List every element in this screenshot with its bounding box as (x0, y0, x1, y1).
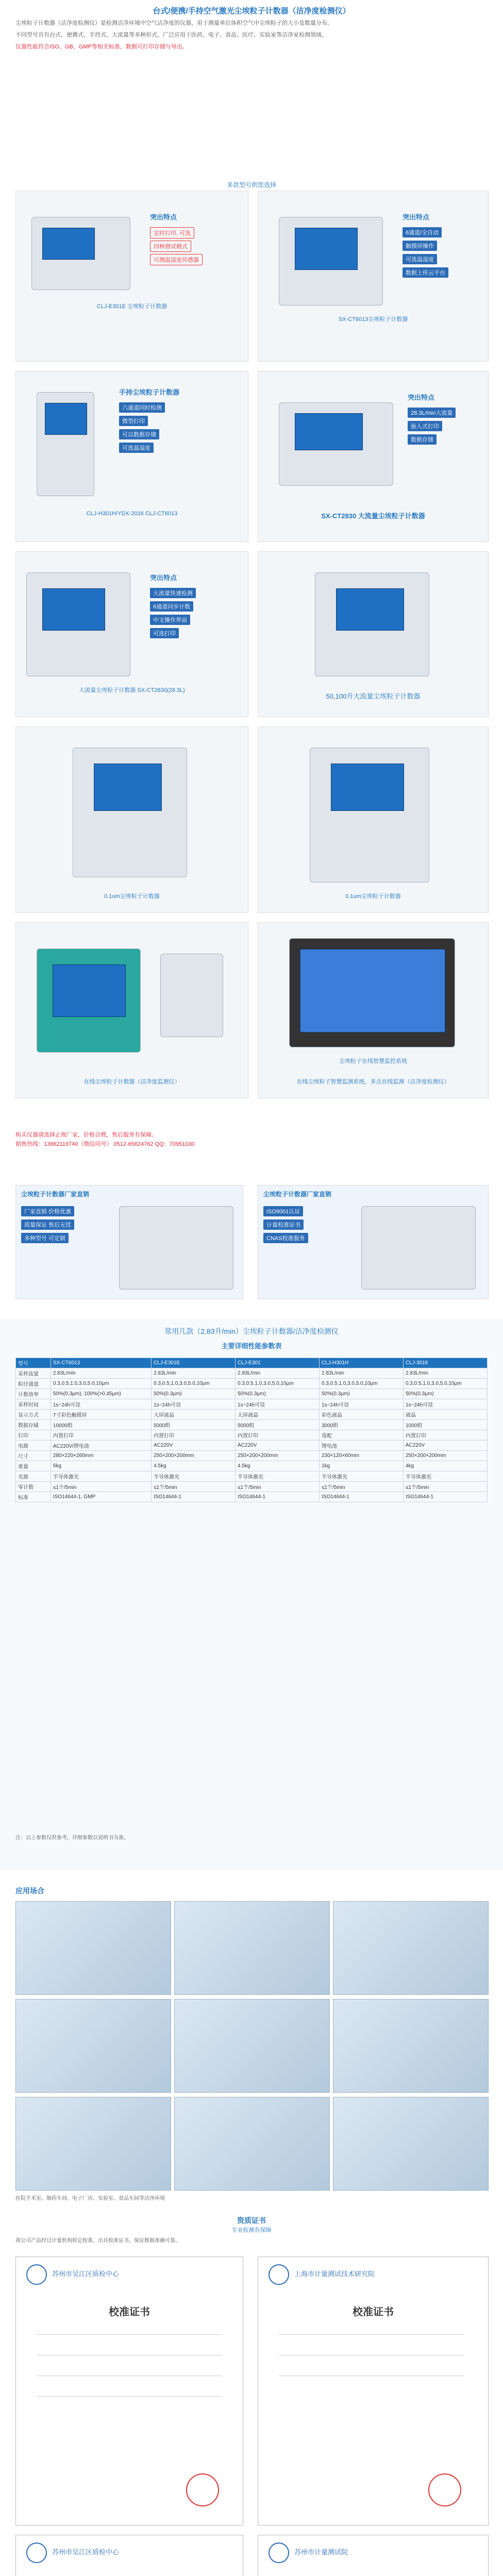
cert-org: 苏州市计量测试院 (294, 2548, 348, 2556)
org-logo-icon (269, 2264, 289, 2285)
spec-cell: 2.83L/min (403, 1368, 487, 1379)
device-image (289, 938, 455, 1047)
banner-right (258, 1185, 489, 1299)
feature-item: 可选打印 (150, 628, 179, 638)
certificate-card (15, 2535, 243, 2576)
feature-title: 手持尘埃粒子计数器 (119, 388, 180, 396)
spec-cell: 50%(0.3μm) (403, 1389, 487, 1399)
feature-item: 可选温湿度 (119, 443, 154, 453)
spec-row-label: 光源 (16, 1471, 51, 1482)
spec-cell: 250×200×200mm (152, 1451, 236, 1461)
feature-item: 微型打印 (119, 416, 148, 426)
certificate-card (258, 2535, 489, 2576)
feature-item: 数据存储 (408, 434, 437, 445)
seal-icon (428, 2473, 461, 2506)
spec-cell: 10000组 (51, 1420, 151, 1430)
cert-title: 校准证书 (353, 2307, 394, 2318)
intro-paragraph-3: 仪器性能符合ISO、GB、GMP等相关标准，数据可打印存储与导出。 (15, 44, 188, 50)
spec-heading: 常用几款（2.83升/min）尘埃粒子计数器/洁净度检测仪 (164, 1327, 339, 1335)
banner-section (0, 1185, 503, 1303)
spec-cell: 0.3,0.5,1.0,3.0,5.0,10μm (403, 1379, 487, 1389)
device-image (279, 217, 383, 306)
spec-cell: 5000组 (152, 1420, 236, 1430)
banner-left-item: 多种型号 可定制 (21, 1233, 69, 1243)
product-caption: SX-CT6013尘埃粒子计数器 (338, 316, 408, 323)
feature-item: 六通道同时检测 (119, 402, 165, 413)
spec-cell: ISO14644-1 (152, 1492, 236, 1502)
cert-org: 上海市计量测试技术研究院 (294, 2270, 375, 2278)
spec-row (16, 1461, 488, 1471)
spec-cell: ISO14644-1 (236, 1492, 320, 1502)
product-section-heading: 多款型号供您选择 (226, 181, 276, 189)
spec-cell: 内置打印 (51, 1430, 151, 1440)
product-card[interactable] (15, 551, 248, 717)
feature-item: 可选温湿度 (403, 254, 437, 264)
spec-row (16, 1410, 488, 1420)
spec-cell: ≤1个/5min (320, 1482, 404, 1492)
spec-cell: AC220V/锂电池 (51, 1440, 151, 1451)
spec-cell: 250×200×200mm (403, 1451, 487, 1461)
application-photo (15, 1901, 171, 1995)
certificate-card (258, 2257, 489, 2526)
spec-cell: 50%(0.3μm) (236, 1389, 320, 1399)
device-image (361, 1206, 476, 1290)
banner-left-title: 尘埃粒子计数器厂家直销 (21, 1191, 90, 1198)
cert-org: 苏州市吴江区质检中心 (52, 2548, 120, 2556)
page-title: 台式/便携/手持空气激光尘埃粒子计数器（洁净度检测仪） (153, 7, 350, 15)
spec-row (16, 1399, 488, 1410)
org-logo-icon (26, 2264, 47, 2285)
spec-cell: AC220V (236, 1440, 320, 1451)
spec-cell: 1s~24h可设 (320, 1399, 404, 1410)
spec-column-header: CLJ-E301E (152, 1358, 236, 1368)
application-photo (174, 1901, 330, 1995)
spec-cell: 锂电池 (320, 1440, 404, 1451)
spec-cell: 半导体激光 (152, 1471, 236, 1482)
spec-table (15, 1358, 488, 1502)
spec-cell: 250×200×200mm (236, 1451, 320, 1461)
device-image (37, 948, 141, 1053)
spec-row (16, 1420, 488, 1430)
applications-caption: 医院手术室、制药车间、电子厂房、实验室、食品车间等洁净环境 (15, 2196, 165, 2201)
spec-row (16, 1440, 488, 1451)
feature-item: 28.3L/min大流量 (408, 408, 456, 418)
feature-title: 突出特点 (408, 394, 435, 401)
spec-cell: 1s~24h可设 (403, 1399, 487, 1410)
banner-left (15, 1185, 243, 1299)
certificates-subheading: 专业检测有保障 (231, 2227, 272, 2233)
spec-section (0, 1319, 503, 1870)
spec-row (16, 1430, 488, 1440)
product-caption: 0.1um尘埃粒子计数器 (104, 893, 160, 900)
device-image (119, 1206, 233, 1290)
product-caption: 大流量尘埃粒子计数器 SX-CT2830(28.3L) (79, 687, 185, 693)
spec-row-label: 标准 (16, 1492, 51, 1502)
spec-cell: ISO14644-1, GMP (51, 1492, 151, 1502)
spec-cell: ISO14644-1 (320, 1492, 404, 1502)
product-section (0, 180, 503, 1123)
spec-cell: 5000组 (236, 1420, 320, 1430)
spec-cell: 半导体激光 (236, 1471, 320, 1482)
spec-cell: 半导体激光 (320, 1471, 404, 1482)
product-card[interactable] (15, 922, 248, 1098)
spec-row-label: 计数效率 (16, 1389, 51, 1399)
spec-row (16, 1482, 488, 1492)
application-photo (333, 1999, 489, 2093)
device-image (279, 402, 393, 486)
spec-cell: 280×220×260mm (51, 1451, 151, 1461)
spec-row-label: 数据存储 (16, 1420, 51, 1430)
spec-row-label: 尺寸 (16, 1451, 51, 1461)
spec-row-label: 电源 (16, 1440, 51, 1451)
spec-row (16, 1451, 488, 1461)
spec-cell: ISO14644-1 (403, 1492, 487, 1502)
spec-cell: 1s~24h可设 (236, 1399, 320, 1410)
banner-right-item: CNAS校准服务 (263, 1233, 308, 1243)
org-logo-icon (269, 2543, 289, 2563)
applications-heading: 应用场合 (15, 1887, 44, 1895)
application-photo (15, 1999, 171, 2093)
feature-item: 嵌入式打印 (408, 421, 442, 431)
certificates-desc: 我公司产品经过计量机构检定校准，出具校准证书，保证数据准确可靠。 (15, 2238, 180, 2244)
feature-title: 突出特点 (150, 213, 177, 221)
product-caption: 50,100升大流量尘埃粒子计数器 (326, 692, 421, 700)
device-image (31, 217, 130, 290)
contact-line-1: 购买仪器请选择正规厂家，价格合理，售后服务有保障。 (15, 1132, 157, 1138)
spec-cell: ≤1个/5min (152, 1482, 236, 1492)
feature-item: 数据上传云平台 (403, 267, 448, 278)
device-image (160, 954, 223, 1037)
spec-cell: 0.3,0.5,1.0,3.0,5.0,10μm (152, 1379, 236, 1389)
spec-column-header: CLJ-H301H (320, 1358, 404, 1368)
application-photo (333, 1901, 489, 1995)
spec-cell: AC220V (403, 1440, 487, 1451)
device-image (26, 572, 130, 676)
product-card[interactable] (258, 371, 489, 542)
spec-cell: 0.3,0.5,1.0,3.0,5.0,10μm (320, 1379, 404, 1389)
cert-org: 苏州市吴江区质检中心 (52, 2270, 120, 2278)
spec-cell: 液晶 (403, 1410, 487, 1420)
feature-item: 可以数据存储 (119, 429, 159, 439)
feature-item: 6通道同步计数 (150, 601, 193, 612)
feature-title: 突出特点 (150, 574, 177, 582)
spec-cell: ≤1个/5min (236, 1482, 320, 1492)
spec-cell: 内置打印 (403, 1430, 487, 1440)
banner-left-item: 质量保证 售后无忧 (21, 1219, 74, 1230)
spec-cell: ≤1个/5min (403, 1482, 487, 1492)
spec-cell: 2.83L/min (152, 1368, 236, 1379)
product-card[interactable] (258, 922, 489, 1098)
spec-row (16, 1379, 488, 1389)
feature-item: 可测温湿度传感器 (150, 254, 203, 265)
spec-row (16, 1368, 488, 1379)
intro-paragraph-1: 尘埃粒子计数器（洁净度检测仪）是检测洁净环境中空气洁净度的仪器，用于测量单位体积空气中尘埃粒子的大小及数量分布。 (15, 20, 333, 26)
spec-cell: 选配 (320, 1430, 404, 1440)
feature-title: 突出特点 (403, 213, 430, 221)
spec-cell: 4.5kg (152, 1461, 236, 1471)
spec-column-header: CLJ-E301 (236, 1358, 320, 1368)
spec-cell: 3000组 (320, 1420, 404, 1430)
device-image (310, 748, 429, 883)
org-logo-icon (26, 2543, 47, 2563)
product-caption: CLJ-E301E 尘埃粒子计数器 (96, 303, 167, 310)
spec-cell: 0.3,0.5,1.0,3.0,5.0,10μm (236, 1379, 320, 1389)
feature-item: 定时打印, 可选 (150, 227, 194, 239)
device-image (73, 748, 187, 877)
spec-cell: 半导体激光 (51, 1471, 151, 1482)
feature-item: 中文操作界面 (150, 615, 190, 625)
spec-cell: 2.83L/min (320, 1368, 404, 1379)
spec-cell: 大屏液晶 (236, 1410, 320, 1420)
contact-section (0, 1131, 503, 1182)
spec-cell: AC220V (152, 1440, 236, 1451)
spec-row-label: 零计数 (16, 1482, 51, 1492)
device-image (315, 572, 429, 676)
application-photo (15, 2097, 171, 2191)
banner-right-item: 计量校准证书 (263, 1219, 304, 1230)
feature-item: 大流量快速检测 (150, 588, 196, 598)
product-card[interactable] (15, 371, 248, 542)
product-caption: 在线尘埃粒子计数器（洁净度监测仪） (83, 1079, 180, 1085)
banner-left-item: 厂家直销 价格优惠 (21, 1206, 74, 1216)
spec-column-header: SX-CT6013 (51, 1358, 151, 1368)
spec-column-header: CLJ-3016 (403, 1358, 487, 1368)
cert-title: 校准证书 (109, 2307, 150, 2318)
product-caption: 0.1um尘埃粒子计数器 (345, 893, 401, 900)
spec-cell: 0.3,0.5,1.0,3.0,5.0,10μm (51, 1379, 151, 1389)
product-caption-extra: 在线尘埃粒子智慧监测系统，多点在线监测（洁净度检测仪） (296, 1079, 450, 1085)
header-section (0, 0, 503, 118)
applications-section (0, 1886, 503, 2210)
feature-item: 触摸屏操作 (403, 241, 437, 251)
product-card[interactable] (258, 551, 489, 717)
seal-icon (186, 2473, 219, 2506)
product-card[interactable] (15, 726, 248, 913)
spec-cell: 50%(0.3μm), 100%(>0.45μm) (51, 1389, 151, 1399)
spec-cell: 230×120×60mm (320, 1451, 404, 1461)
feature-item: 四种测试模式 (150, 241, 191, 252)
product-caption: SX-CT2830 大流量尘埃粒子计数器 (321, 512, 425, 520)
spec-row (16, 1389, 488, 1399)
spec-cell: 4kg (403, 1461, 487, 1471)
certificates-section (0, 2215, 503, 2576)
certificate-card (15, 2257, 243, 2526)
product-card[interactable] (258, 726, 489, 913)
application-photo (174, 1999, 330, 2093)
spec-cell: 1kg (320, 1461, 404, 1471)
banner-right-title: 尘埃粒子计数器厂家直销 (263, 1191, 332, 1198)
spec-row-label: 采样时间 (16, 1399, 51, 1410)
spec-cell: 1s~24h可设 (51, 1399, 151, 1410)
spec-cell: 50%(0.3μm) (152, 1389, 236, 1399)
spec-cell: 7寸彩色触摸屏 (51, 1410, 151, 1420)
spec-cell: 彩色液晶 (320, 1410, 404, 1420)
product-caption: 尘埃粒子在线智慧监控系统 (339, 1058, 407, 1064)
spec-row-label: 重量 (16, 1461, 51, 1471)
intro-paragraph-2: 不同型号具有台式、便携式、手持式、大流量等多种形式，广泛应用于医药、电子、食品、医疗、实验室等洁净室检测领域。 (15, 32, 327, 39)
spec-cell: 半导体激光 (403, 1471, 487, 1482)
certificates-heading: 资质证书 (237, 2216, 266, 2225)
spec-subheading: 主要详细性能参数表 (221, 1342, 282, 1350)
banner-right-item: ISO9001认证 (263, 1206, 303, 1216)
spec-note: 注：以上参数仅供参考，详细参数以说明书为准。 (15, 1835, 129, 1841)
feature-item: 6通道/全自动 (403, 227, 442, 238)
product-card[interactable] (258, 191, 489, 362)
spec-cell: 1s~24h可设 (152, 1399, 236, 1410)
product-caption: CLJ-H301H/YDX-2016 CLJ-CT6013 (86, 511, 178, 517)
spec-cell: ≤1个/5min (51, 1482, 151, 1492)
spec-row-label: 采样流量 (16, 1368, 51, 1379)
product-card[interactable] (15, 191, 248, 362)
spec-cell: 2.83L/min (51, 1368, 151, 1379)
spec-row (16, 1471, 488, 1482)
spec-cell: 50%(0.3μm) (320, 1389, 404, 1399)
spec-cell: 4.5kg (236, 1461, 320, 1471)
spec-cell: 1000组 (403, 1420, 487, 1430)
spec-cell: 大屏液晶 (152, 1410, 236, 1420)
device-image (37, 392, 94, 496)
application-photo (174, 2097, 330, 2191)
spec-cell: 内置打印 (152, 1430, 236, 1440)
application-photo (333, 2097, 489, 2191)
spec-row-label: 显示方式 (16, 1410, 51, 1420)
spec-cell: 5kg (51, 1461, 151, 1471)
contact-line-2: 销售热线：13962119740（微信同号） 0512-65624762 QQ：70951030 (15, 1141, 195, 1147)
spec-column-header: 型号 (16, 1358, 51, 1368)
spec-cell: 内置打印 (236, 1430, 320, 1440)
spec-row-label: 粒径通道 (16, 1379, 51, 1389)
spec-row-label: 打印 (16, 1430, 51, 1440)
spec-cell: 2.83L/min (236, 1368, 320, 1379)
spec-row (16, 1492, 488, 1502)
